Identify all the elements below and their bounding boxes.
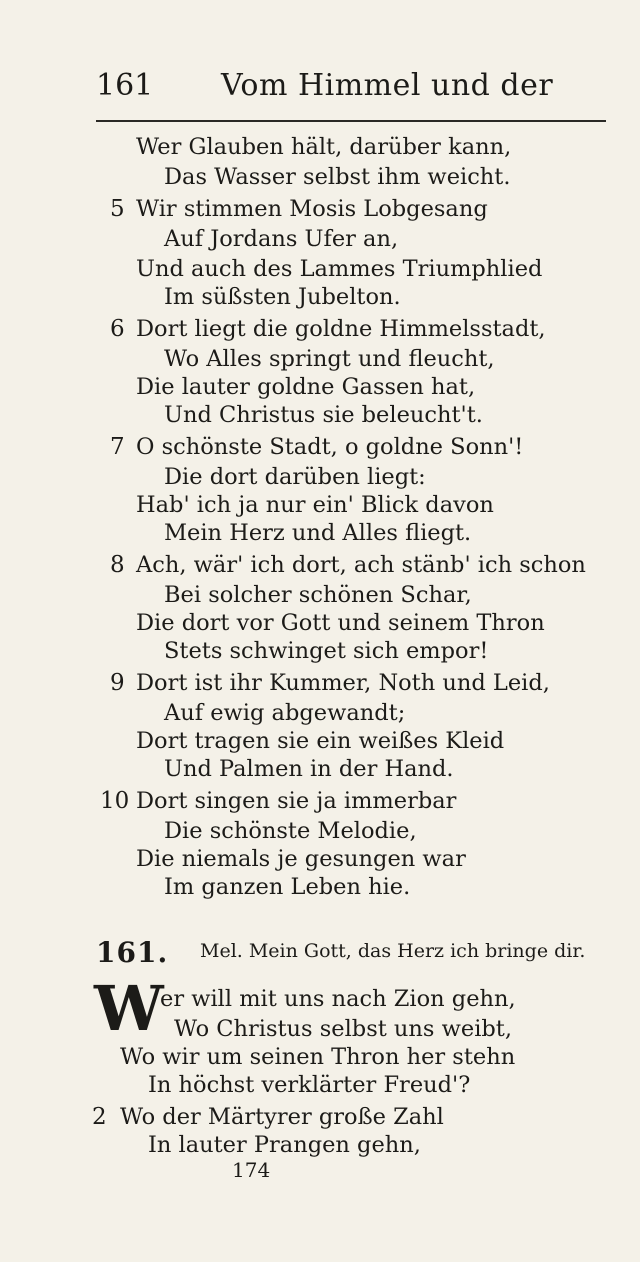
verse-line: Auf Jordans Ufer an, <box>164 226 399 252</box>
verse-line: Das Wasser selbst ihm weicht. <box>164 164 511 190</box>
verse-line: er will mit uns nach Zion gehn, <box>160 986 516 1012</box>
verse-line: Dort tragen sie ein weißes Kleid <box>136 728 505 754</box>
header-rule <box>96 120 606 122</box>
drop-cap: W <box>94 972 164 1045</box>
verse-line: Wer Glauben hält, darüber kann, <box>136 134 512 160</box>
verse-line: Die schönste Melodie, <box>164 818 417 844</box>
verse-line: Die dort darüben liegt: <box>164 464 426 490</box>
verse-line: Wir stimmen Mosis Lobgesang <box>136 196 488 222</box>
verse-line: O schönste Stadt, o goldne Sonn'! <box>136 434 524 460</box>
verse-line: Dort singen sie ja immerbar <box>136 788 457 814</box>
verse-line: Dort ist ihr Kummer, Noth und Leid, <box>136 670 550 696</box>
verse-line: Und Palmen in der Hand. <box>164 756 454 782</box>
verse-line: Wo wir um seinen Thron her stehn <box>120 1044 516 1070</box>
hymn-number: 161. <box>96 936 169 969</box>
verse-number: 6 <box>110 316 125 342</box>
running-title: Vom Himmel und der <box>221 68 554 103</box>
page-header <box>96 62 610 110</box>
verse-line: Mein Herz und Alles fliegt. <box>164 520 472 546</box>
verse-line: Die niemals je gesungen war <box>136 846 466 872</box>
verse-line: Auf ewig abgewandt; <box>164 700 406 726</box>
verse-number: 5 <box>110 196 125 222</box>
verse-line: Dort liegt die goldne Himmelsstadt, <box>136 316 546 342</box>
verse-number: 8 <box>110 552 125 578</box>
verse-number: 2 <box>92 1104 107 1130</box>
verse-line: Die lauter goldne Gassen hat, <box>136 374 476 400</box>
verse-number: 10 <box>100 788 130 814</box>
verse-line: Und Christus sie beleucht't. <box>164 402 483 428</box>
verse-line: In höchst verklärter Freud'? <box>148 1072 471 1098</box>
verse-number: 9 <box>110 670 125 696</box>
verse-line: Wo Christus selbst uns weibt, <box>174 1016 512 1042</box>
page-number: 161 <box>96 68 154 103</box>
verse-line: Wo der Märtyrer große Zahl <box>120 1104 444 1130</box>
verse-line: In lauter Prangen gehn, <box>148 1132 421 1158</box>
verse-line: Die dort vor Gott und seinem Thron <box>136 610 545 636</box>
verse-line: Hab' ich ja nur ein' Blick davon <box>136 492 494 518</box>
verse-line: Stets schwinget sich empor! <box>164 638 489 664</box>
verse-line: Im süßsten Jubelton. <box>164 284 401 310</box>
verse-line: Im ganzen Leben hie. <box>164 874 411 900</box>
signature-mark: 174 <box>232 1158 271 1182</box>
melody-indication: Mel. Mein Gott, das Herz ich bringe dir. <box>200 940 586 962</box>
verse-number: 7 <box>110 434 125 460</box>
verse-line: Und auch des Lammes Triumphlied <box>136 256 543 282</box>
verse-line: Bei solcher schönen Schar, <box>164 582 472 608</box>
verse-line: Wo Alles springt und fleucht, <box>164 346 495 372</box>
verse-line: Ach, wär' ich dort, ach stänb' ich schon <box>136 552 586 578</box>
